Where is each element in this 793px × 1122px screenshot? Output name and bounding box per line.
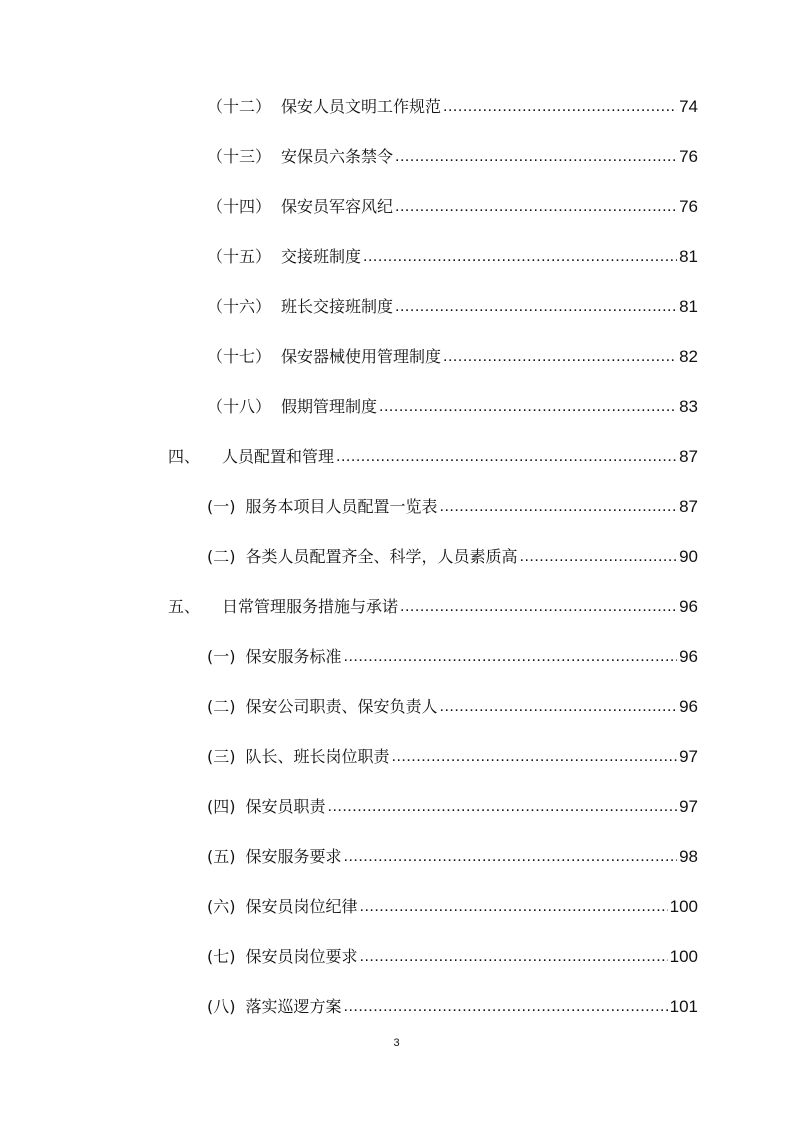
toc-entry-title: 服务本项目人员配置一览表 [245,497,438,516]
toc-entry-number: (三) [207,747,236,766]
toc-entry[interactable] [207,944,698,970]
toc-leader-dots [360,894,668,920]
toc-entry[interactable] [207,844,698,870]
toc-entry-number: 四、 [168,447,201,466]
toc-entry-page: 97 [679,797,698,816]
toc-entry-page: 87 [679,497,698,516]
toc-leader-dots [395,194,677,220]
toc-entry-title: 假期管理制度 [281,397,378,416]
toc-entry-page: 96 [679,647,698,666]
toc-entry-page: 82 [679,347,698,366]
toc-entry[interactable] [207,544,698,570]
toc-entry-title: 班长交接班制度 [281,297,394,316]
toc-entry-title: 保安员岗位要求 [245,947,358,966]
toc-entry-number: (一) [207,497,236,516]
toc-entry-title: 各类人员配置齐全、科学，人员素质高 [245,547,518,566]
toc-entry[interactable] [168,444,698,470]
toc-entry-title: 保安人员文明工作规范 [281,97,442,116]
toc-entry-page: 96 [679,697,698,716]
toc-entry-number: (二) [207,697,236,716]
page-number: 3 [393,1037,400,1049]
toc-entry-title: 保安员职责 [245,797,326,816]
toc-entry-number: 五、 [168,597,201,616]
toc-entry-title: 落实巡逻方案 [245,997,342,1016]
toc-entry[interactable] [207,644,698,670]
toc-entry-number: （十五） [207,247,272,266]
toc-entry-title: 安保员六条禁令 [281,147,394,166]
toc-entry-title: 保安员岗位纪律 [245,897,358,916]
toc-leader-dots [443,344,677,370]
toc-leader-dots [395,294,677,320]
toc-entry[interactable] [207,794,698,820]
toc-entry[interactable] [207,344,698,370]
toc-entry-title: 交接班制度 [281,247,362,266]
toc-entry-number: （十七） [207,347,272,366]
toc-entry[interactable] [168,594,698,620]
toc-leader-dots [336,444,677,470]
toc-entry[interactable] [207,994,698,1020]
toc-entry[interactable] [207,694,698,720]
toc-entry-title: 保安员军容风纪 [281,197,394,216]
toc-entry[interactable] [207,244,698,270]
toc-leader-dots [344,994,668,1020]
toc-entry-page: 96 [679,597,698,616]
toc-entry-title: 保安器械使用管理制度 [281,347,442,366]
toc-entry-page: 98 [679,847,698,866]
toc-entry[interactable] [207,294,698,320]
toc-leader-dots [440,694,678,720]
toc-entry-number: （十四） [207,197,272,216]
toc-leader-dots [363,244,677,270]
toc-entry-page: 90 [679,547,698,566]
toc-entry-page: 83 [679,397,698,416]
toc-leader-dots [392,744,678,770]
toc-entry-page: 101 [669,997,698,1016]
toc-entry-number: (六) [207,897,236,916]
toc-entry-number: （十六） [207,297,272,316]
toc-entry-page: 97 [679,747,698,766]
toc-leader-dots [360,944,668,970]
toc-entry-page: 100 [669,947,698,966]
toc-leader-dots [395,144,677,170]
toc-entry[interactable] [207,144,698,170]
toc-entry-title: 日常管理服务措施与承诺 [222,597,399,616]
toc-entry-page: 81 [679,297,698,316]
toc-entry-number: (二) [207,547,236,566]
toc-entry-number: （十三） [207,147,272,166]
toc-leader-dots [328,794,678,820]
toc-leader-dots [379,394,677,420]
toc-entry-number: (一) [207,647,236,666]
toc-leader-dots [443,94,677,120]
toc-entry[interactable] [207,194,698,220]
toc-entry-page: 76 [679,147,698,166]
toc-entry-number: （十八） [207,397,272,416]
toc-entry-number: (八) [207,997,236,1016]
toc-entry-title: 保安公司职责、保安负责人 [245,697,438,716]
toc-leader-dots [440,494,678,520]
toc-entry-number: (五) [207,847,236,866]
toc-leader-dots [400,594,677,620]
toc-entry[interactable] [207,494,698,520]
toc-entry[interactable] [207,94,698,120]
toc-entry-title: 保安服务要求 [245,847,342,866]
toc-entry[interactable] [207,744,698,770]
toc-leader-dots [344,644,678,670]
toc-entry-page: 74 [679,97,698,116]
toc-entry-number: (七) [207,947,236,966]
toc-entry-page: 87 [679,447,698,466]
toc-entry-page: 76 [679,197,698,216]
toc-entry-title: 保安服务标准 [245,647,342,666]
toc-entry-page: 81 [679,247,698,266]
toc-entry-number: (四) [207,797,236,816]
toc-entry-title: 人员配置和管理 [222,447,335,466]
toc-entry-page: 100 [669,897,698,916]
toc-entry-number: （十二） [207,97,272,116]
toc-leader-dots [520,544,678,570]
toc-entry[interactable] [207,894,698,920]
toc-entry[interactable] [207,394,698,420]
toc-leader-dots [344,844,678,870]
toc-entry-title: 队长、班长岗位职责 [245,747,390,766]
